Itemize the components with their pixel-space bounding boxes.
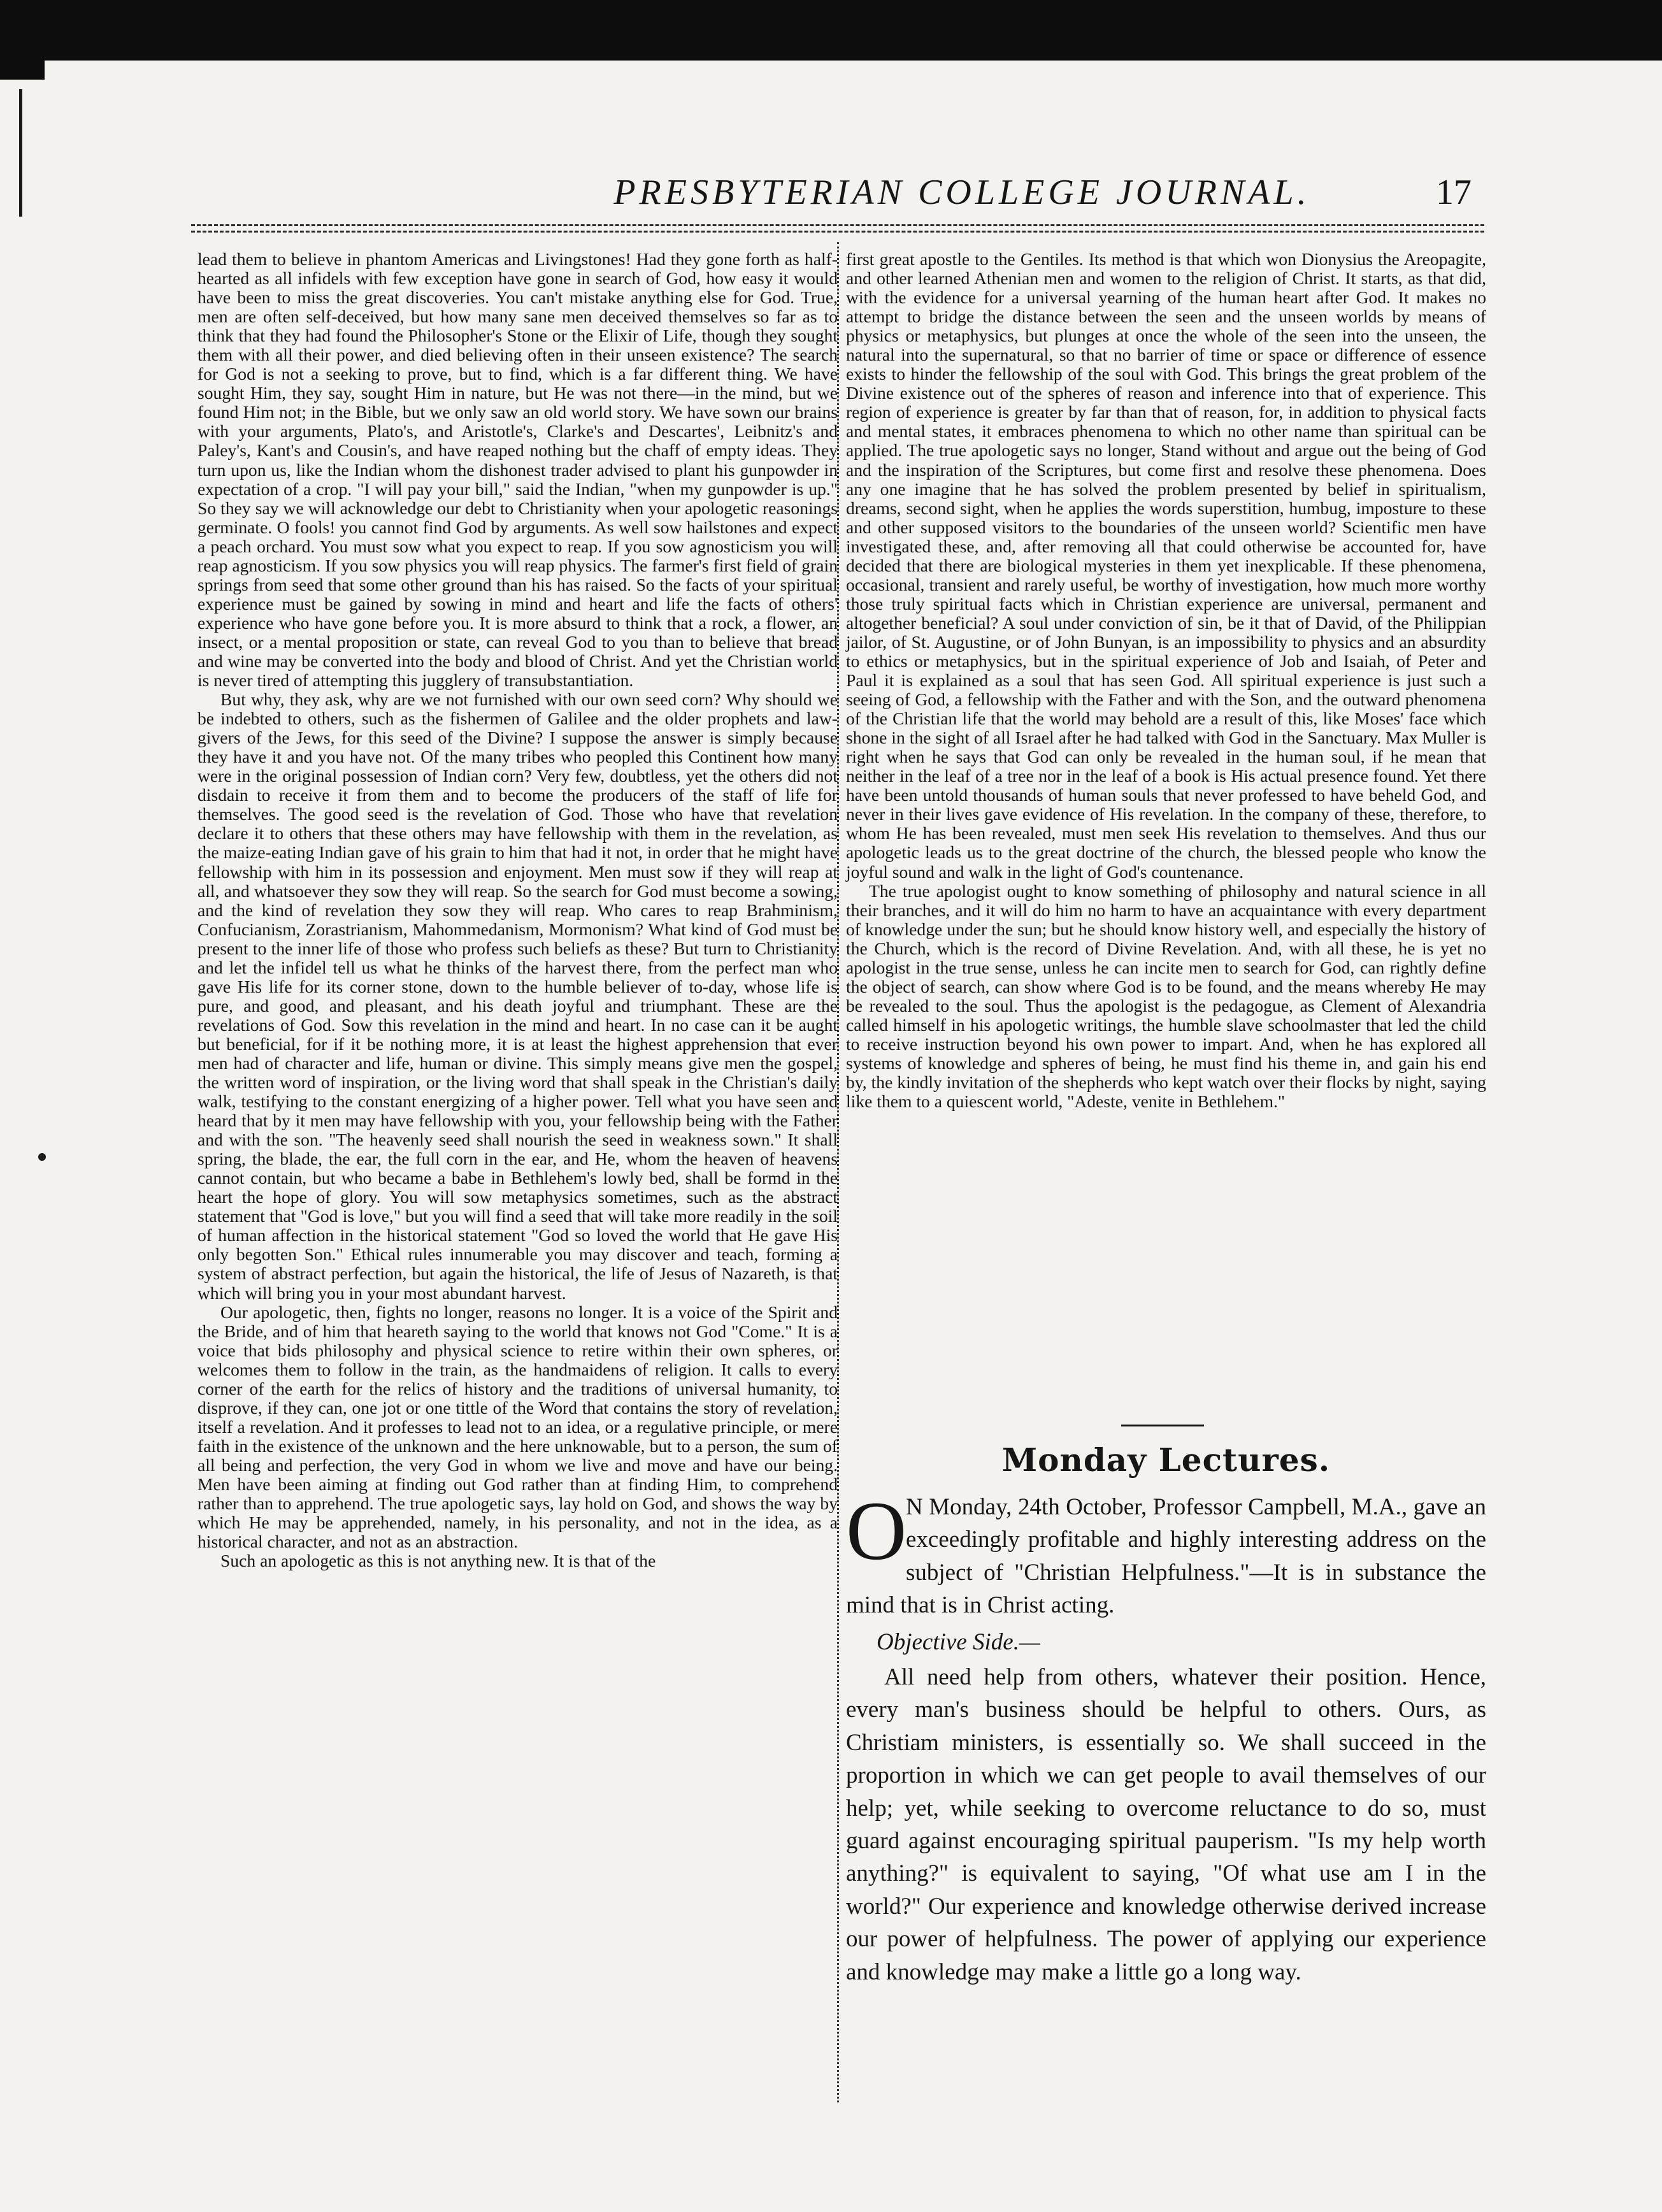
left-column: [197, 250, 838, 1570]
section-lead: [846, 1484, 1486, 1622]
section-subhead: Objective Side.—: [877, 1628, 1040, 1655]
article-paragraph: lead them to believe in phantom Americas and Livingstones! Had they gone forth as half-hearted as all infidels with few exception have gone in search of God, how easy it would have been to miss the great discoveries. You can't mistake anything else for God. True, men are often self-deceived, but how many sane men deceived themselves so far as to think that they had found the Philosopher's Stone or the Elixir of Life, though they sought them with all their power, and died believing often in their unseen existence? The search for God is not a seeking to prove, but to find, which is a far different thing. We have sought Him, they say, sought Him in nature, but He was not there—in the mind, but we found Him not; in the Bible, but we only saw an old world story. We have sown our brains with your arguments, Plato's, and Aristotle's, Clarke's and Descartes', Leibnitz's and Paley's, Kant's and Cousin's, and have reaped nothing but the chaff of empty ideas. They turn upon us, like the Indian whom the dishonest trader advised to plant his gunpowder in expectation of a crop. "I will pay your bill," said the Indian, "when my gunpowder is up." So they say we will acknowledge our debt to Christianity when your apologetic reasonings germinate. O fools! you cannot find God by arguments. As well sow hailstones and expect a peach orchard. You must sow what you expect to reap. If you sow agnosticism you will reap agnosticism. If you sow physics you will reap physics. The farmer's first field of grain springs from seed that some other ground than his has raised. So the facts of your spiritual experience must be gained by sowing in mind and heart and life the facts of others' experience who have gone before you. It is more absurd to think that a rock, a flower, an insect, or a mental proposition or state, can reveal God to you than to believe that bread and wine may be converted into the body and blood of Christ. And yet the Christian world is never tired of attempting this jugglery of transubstantiation.: [197, 249, 838, 691]
journal-title: PRESBYTERIAN COLLEGE JOURNAL.: [613, 173, 1310, 212]
scan-top-edge-notch: [0, 61, 45, 80]
article-paragraph: But why, they ask, why are we not furnished with our own seed corn? Why should we be indebted to others, such as the fishermen of Galilee and the older prophets and law-givers of the Jews, for this seed of the Divine? I suppose the answer is simply because they have it and you have not. Of the many tribes who peopled this Continent how many were in the original possession of Indian corn? Very few, doubtless, yet the others did not disdain to receive it from them and to become the producers of the staff of life for themselves. The good seed is the revelation of God. Those who have that revelation declare it to others that these others may have fellowship with them in the revelation, as the maize-eating Indian gave of his grain to him that had it not, in order that he might have fellowship with him in its possession and enjoyment. Men must sow if they will reap at all, and whatsoever they sow they will reap. So the search for God must become a sowing, and the kind of revelation they sow they will reap. Who cares to reap Brahminism, Confucianism, Zorastrianism, Mahommedanism, Mormonism? What kind of God must be present to the inner life of those who profess such beliefs as these? But turn to Christianity and let the infidel tell us what he thinks of the harvest there, from the perfect man who gave His life for its corner stone, down to the humble believer of to-day, whose life is pure, and good, and pleasant, and his death joyful and triumphant. These are the revelations of God. Sow this revelation in the mind and heart. In no case can it be aught but beneficial, for if it be nothing more, it is at least the highest apprehension that ever men had of character and life, human or divine. This simply means give men the gospel, the written word of inspiration, or the living word that shall speak in the Christian's daily walk, testifying to the constant energizing of a higher power. Tell what you have seen and heard that by it men may have fellowship with you, your fellowship being with the Father and with the son. "The heavenly seed shall nourish the seed in weakness sown." It shall spring, the blade, the ear, the full corn in the ear, and He, whom the heaven of heavens cannot contain, but who became a babe in Bethlehem's lowly bed, shall be formd in the heart the hope of glory. You will sow metaphysics sometimes, such as the abstract statement that "God is love," but you will find a seed that will take more readily in the soil of human affection in the historical statement "God so loved the world that He gave His only begotten Son." Ethical rules innumerable you may discover and teach, forming a system of abstract perfection, but again the historical, the life of Jesus of Nazareth, is that which will bring you in your most abundant harvest.: [197, 689, 838, 1303]
header-rule: [191, 231, 1484, 233]
article-paragraph: first great apostle to the Gentiles. Its method is that which won Dionysius the Areopagite, and other learned Athenian men and women to the religion of Christ. It starts, as that did, with the evidence for a universal yearning of the human heart after God. It makes no attempt to bridge the distance between the seen and the unseen worlds by means of physics or metaphysics, but plunges at once the whole of the seen into the unseen, the natural into the supernatural, so that no barrier of time or space or difference of essence exists to hinder the fellowship of the soul with God. This brings the great problem of the Divine existence out of the spheres of reason and inference into that of experience. This region of experience is greater by far than that of reason, for, in addition to physical facts and mental states, it embraces phenomena to which no other name than spiritual can be applied. The true apologetic says no longer, Stand without and argue out the being of God and the inspiration of the Scriptures, but come first and resolve these phenomena. Does any one imagine that he has solved the problem presented by belief in spiritualism, dreams, second sight, when he applies the words superstition, humbug, imposture to these and other supposed visitors to the boundaries of the unseen world? Scientific men have investigated these, and, after removing all that could otherwise be accounted for, have decided that there are biological mysteries in them yet inexplicable. If these phenomena, occasional, transient and rarely useful, be worthy of investigation, how much more worthy those truly spiritual facts which in Christian experience are universal, permanent and altogether beneficial? A soul under conviction of sin, be it that of David, of the Philippian jailor, of St. Augustine, or of John Bunyan, is an impossibility to physics and an absurdity to ethics or metaphysics, but in the spiritual experience of Job and Isaiah, of Peter and Paul it is explained as a soul that has seen God. All spiritual experience is just such a seeing of God, a fellowship with the Father and with the Son, and the outward phenomena of the Christian life that the world may behold are a result of this, like Moses' face which shone in the sight of all Israel after he had talked with God in the Sanctuary. Max Muller is right when he says that God can only be revealed in the human soul, if he mean that neither in the leaf of a tree nor in the leaf of a book is His actual presence found. Yet there have been untold thousands of human souls that never professed to have beheld God, and never in their lives gave evidence of His revelation. In the company of these, therefore, to whom He has been revealed, must men seek His revelation to themselves. And thus our apologetic leads us to the great doctrine of the church, the blessed people who know the joyful sound and walk in the light of God's countenance.: [846, 249, 1486, 882]
article-paragraph: Such an apologetic as this is not anything new. It is that of the: [220, 1551, 656, 1571]
section-lead-text: N Monday, 24th October, Professor Campbell, M.A., gave an exceedingly profitable and highly interesting address on the subject of "Christian Helpfulness."—It is in substance the mind that is in Christ acting.: [846, 1494, 1486, 1619]
right-column: [846, 250, 1486, 1111]
article-paragraph: Our apologetic, then, fights no longer, reasons no longer. It is a voice of the Spirit and the Bride, and of him that heareth saying to the world that knows not God "Come." It is a voice that bids philosophy and physical science to retire within their own spheres, or welcomes them to follow in the train, as the handmaidens of religion. It calls to every corner of the earth for the relics of history and the traditions of universal humanity, to disprove, if they can, one jot or one tittle of the Word that contains the story of revelation, itself a revelation. And it professes to lead not to an idea, or a regulative principle, or mere faith in the existence of the unknown and the here unknowable, but to a person, the sum of all being and perfection, the very God in whom we live and move and have our being. Men have been aiming at finding out God rather than at finding Him, to comprehend rather than to apprehend. The true apologetic says, lay hold on God, and shows the way by which He may be apprehended, namely, in his personality, and not in the idea, as a historical character, and not as an abstraction.: [197, 1302, 838, 1552]
scan-top-edge: [0, 0, 1662, 61]
section-title: Monday Lectures.: [1001, 1441, 1331, 1479]
article-paragraph: The true apologist ought to know something of philosophy and natural science in all their branches, and it will do him no harm to have an acquaintance with every department of knowledge under the sun; but he should know history well, and especially the history of the Church, which is the record of Divine Revelation. And, with all these, he is yet no apologist in the true sense, unless he can incite men to search for God, can rightly define the object of search, can show where God is to be found, and the means whereby He may be revealed to the soul. Thus the apologist is the pedagogue, as Clement of Alexandria called himself in his apologetic writings, the humble slave schoolmaster that led the child to receive instruction beyond his own power to impart. And, when he has explored all systems of knowledge and spheres of being, he must find his theme in, and gain his end by, the kindly invitation of the shepherds who kept watch over their flocks by night, saying like them to a quiescent world, "Adeste, venite in Bethlehem.": [846, 880, 1486, 1112]
section-rule: [1121, 1425, 1204, 1426]
section-body: All need help from others, whatever their position. Hence, every man's business should be helpful to others. Ours, as Christiam ministers, is essentially so. We shall succeed in the proportion in which we can get people to avail themselves of our help; yet, while seeking to overcome reluctance to do so, must guard against encouraging spiritual pauperism. "Is my help worth anything?" is equivalent to saying, "Of what use am I in the world?" Our experience and knowledge otherwise derived increase our power of helpfulness. The power of applying our experience and knowledge may make a little go a long way.: [846, 1664, 1486, 1985]
drop-cap: O: [846, 1484, 907, 1577]
page-number: 17: [1436, 173, 1472, 212]
monday-lectures-section: [846, 1441, 1486, 1988]
header-rule: [191, 224, 1484, 226]
scan-speck: [38, 1153, 46, 1161]
running-head: [0, 172, 1662, 217]
